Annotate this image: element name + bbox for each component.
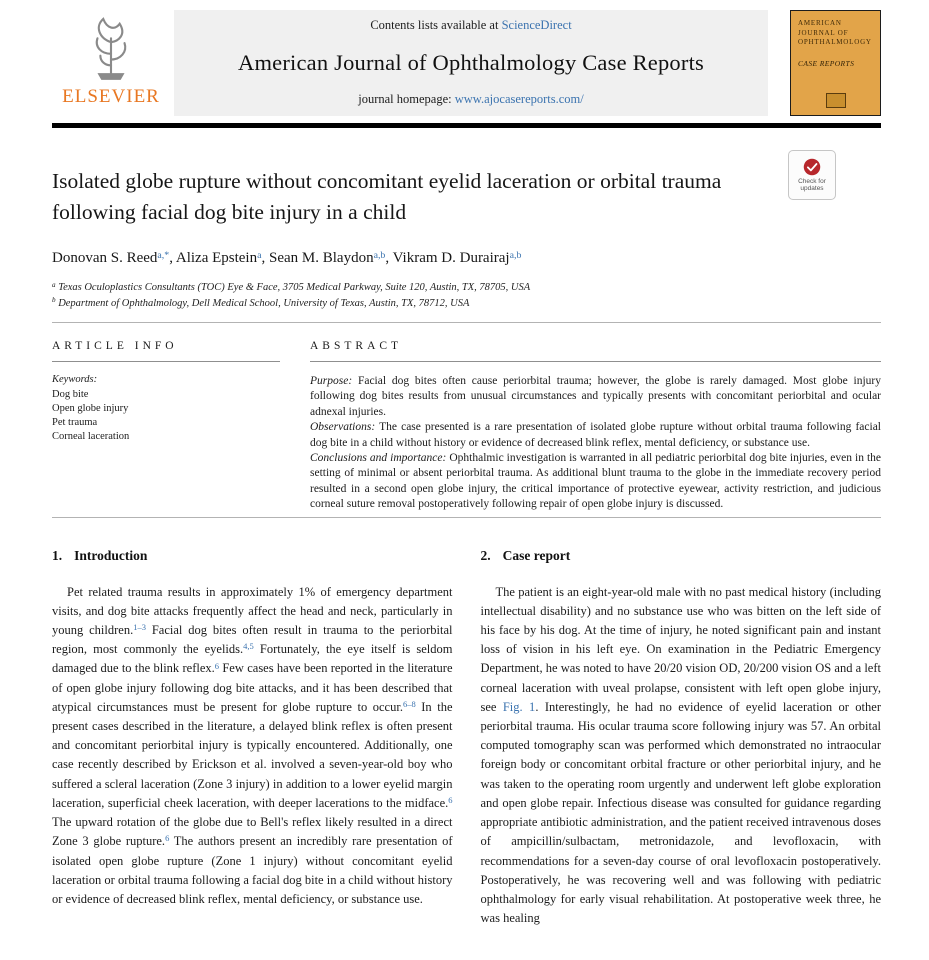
divider xyxy=(52,361,280,362)
section-case-report xyxy=(481,548,882,929)
text-segment: Fortunately, the eye itself is seldom damaged due to the blink reflex. xyxy=(52,642,453,676)
citation-link[interactable]: 6–8 xyxy=(402,699,416,710)
divider xyxy=(52,517,881,518)
section-heading: 1. Introduction xyxy=(52,547,148,563)
divider xyxy=(310,361,881,362)
affiliation-a: $^a$ Texas Oculoplastics Consultants (TOC) Eye & Face, 3705 Medical Parkway, Suite 120, Austin, TX, 78705, USA xyxy=(52,280,531,293)
abstract-panel xyxy=(310,340,881,513)
homepage-link[interactable]: www.ajocasereports.com/ xyxy=(454,92,584,106)
sciencedirect-link[interactable]: ScienceDirect xyxy=(501,18,572,32)
article-info-panel xyxy=(52,340,280,513)
article-body xyxy=(52,548,881,929)
keyword-item: Pet trauma xyxy=(52,417,98,428)
section-introduction xyxy=(52,548,453,929)
divider xyxy=(52,322,881,323)
header-divider xyxy=(52,123,881,128)
text-segment: , Sean M. Blaydon xyxy=(261,250,374,266)
cover-emblem-icon xyxy=(826,93,846,108)
crossmark-icon xyxy=(803,158,821,176)
abstract-purpose: Purpose: Facial dog bites often cause periorbital trauma; however, the globe is rarely damaged. Most globe injury following dog bites results from unusual circumstances and typically presents with concomitant periorbital and ocular adnexal injuries. xyxy=(310,375,881,418)
cover-title-line: JOURNAL OF xyxy=(798,28,849,37)
abstract-heading: ABSTRACT xyxy=(310,340,403,352)
citation-link[interactable]: 1–3 xyxy=(133,622,146,633)
abstract-conclusions: Conclusions and importance: Ophthalmic investigation is warranted in all pediatric periorbital dog bite injuries, even in the setting of minimal or absent periorbital trauma. As additional blunt trauma to the globe in the immediate recovery period resulted in a second open globe injury, the critical importance of protective eyewear, activity restriction, and judicious corneal suture removal postoperatively following repair of open globe injury is discussed. xyxy=(310,452,882,511)
citation-link[interactable]: 6 xyxy=(448,795,453,806)
journal-masthead xyxy=(52,10,881,116)
affiliation-b: $^b$ Department of Ophthalmology, Dell Medical School, University of Texas, Austin, TX, 78712, USA xyxy=(52,296,470,309)
citation-link[interactable]: a xyxy=(257,249,262,261)
text-segment: Few cases have been reported in the literature of open globe injury following dog bite attacks, and it has been described that atypical circumstances must be present for globe rupture to occur. xyxy=(52,661,453,714)
check-updates-badge[interactable] xyxy=(788,150,836,200)
article-info-heading: ARTICLE INFO xyxy=(52,340,178,352)
citation-link[interactable]: 6 xyxy=(214,660,220,671)
affiliations xyxy=(52,280,881,311)
keyword-item: Open globe injury xyxy=(52,403,129,414)
citation-link[interactable]: a,b xyxy=(373,249,386,261)
keywords-list xyxy=(52,388,280,444)
check-updates-label: Check for updates xyxy=(798,177,826,192)
keywords-label: Keywords: xyxy=(52,374,98,385)
journal-title: American Journal of Ophthalmology Case Reports xyxy=(238,49,704,75)
abstract-observations: Observations: The case presented is a rare presentation of isolated globe rupture without orbital trauma following facial dog bite in a child without history or evidence of decreased blink reflex, mental deficiency, or substance use. xyxy=(310,421,881,449)
keyword-item: Dog bite xyxy=(52,389,89,400)
cover-title-line: OPHTHALMOLOGY xyxy=(798,38,872,46)
text-segment: The authors present an incredibly rare presentation of isolated open globe rupture (Zone 1 injury) without concomitant eyelid laceration or orbital trauma following a facial dog bite in a child without history or evidence of decreased blink reflex, mental deficiency, or substance use. xyxy=(52,834,453,906)
text-segment: Donovan S. Reed xyxy=(52,250,158,266)
text-segment: The patient is an eight-year-old male with no past medical history (including intellectual disability) and no substance use who was bitten on the left side of his face by his dog. At the time of injury, he noted significant pain and instant loss of vision in his left eye. On examination in the Pediatric Emergency Department, he was noted to have 20/20 vision OD, 20/200 vision OS and a left corneal laceration with uveal prolapse, consistent with left open globe injury, see xyxy=(480,584,881,714)
elsevier-tree-icon xyxy=(82,11,140,83)
journal-banner xyxy=(174,10,768,116)
citation-link[interactable]: a,* xyxy=(157,249,170,261)
figure-link[interactable]: Fig. 1 xyxy=(502,699,536,714)
cover-title-line: AMERICAN xyxy=(798,19,842,27)
text-segment: The upward rotation of the globe due to Bell's reflex likely resulted in a direct Zone 3 globe rupture. xyxy=(52,815,453,849)
text-segment: . Interestingly, he had no evidence of eyelid laceration or other periorbital trauma. His ocular trauma score following injury was 57. An orbital computed tomography scan was performed which demonstrated no intraocular foreign body or concomitant orbital fracture or other periorbital injury, and he was taken to the operating room urgently and underwent left globe exploration and open globe repair. Infectious disease was consulted for guidance regarding appropriate antibiotic administration, and the patient received intravenous doses of ampicillin/sulbactam, metronidazole, and levofloxacin, with recommendations for a seven-day course of oral levofloxacin postoperatively. Postoperatively, he was recovering well and was following with pediatric ophthalmology for early visual rehabilitation. At postoperative week three, he was healing xyxy=(480,699,881,926)
contents-line xyxy=(370,18,571,33)
case-report-paragraph xyxy=(481,583,882,929)
author-list xyxy=(52,250,881,267)
elsevier-logo[interactable] xyxy=(52,10,170,116)
citation-link[interactable]: 6 xyxy=(165,833,170,844)
text-segment: , Aliza Epstein xyxy=(169,250,258,266)
cover-subtitle: CASE REPORTS xyxy=(798,58,855,68)
section-heading: 2. Case report xyxy=(480,547,571,563)
intro-paragraph xyxy=(52,583,453,909)
homepage-line xyxy=(358,92,584,107)
journal-cover-thumbnail[interactable] xyxy=(790,10,881,116)
citation-link[interactable]: a,b xyxy=(509,249,522,261)
keyword-item: Corneal laceration xyxy=(52,431,130,442)
article-title: Isolated globe rupture without concomitant eyelid laceration or orbital trauma following facial dog bite injury in a child xyxy=(52,169,722,224)
text-segment: In the present cases described in the literature, a delayed blink reflex is often present and concomitant periorbital injury is typically encountered. Additionally, one case recently described by Erickson et al. involved a seven-year-old boy who suffered a scleral laceration (Zone 3 injury) in addition to a lower eyelid margin laceration, superficial cheek laceration, with deeper lacerations to the midface. xyxy=(52,699,453,810)
title-block xyxy=(52,166,881,228)
text-segment: Pet related trauma results in approximately 1% of emergency department visits, and dog bite attacks frequently affect the head and neck, particularly in young children. xyxy=(52,584,453,638)
citation-link[interactable]: 4,5 xyxy=(243,641,254,652)
elsevier-wordmark: ELSEVIER xyxy=(62,86,160,107)
contents-text: Contents lists available at xyxy=(370,18,502,32)
text-segment: Facial dog bites often result in trauma to the periorbital region, most commonly the eyelids. xyxy=(52,623,453,657)
info-abstract-section xyxy=(52,340,881,513)
text-segment: , Vikram D. Durairaj xyxy=(385,250,510,266)
homepage-label: journal homepage: xyxy=(358,92,455,106)
